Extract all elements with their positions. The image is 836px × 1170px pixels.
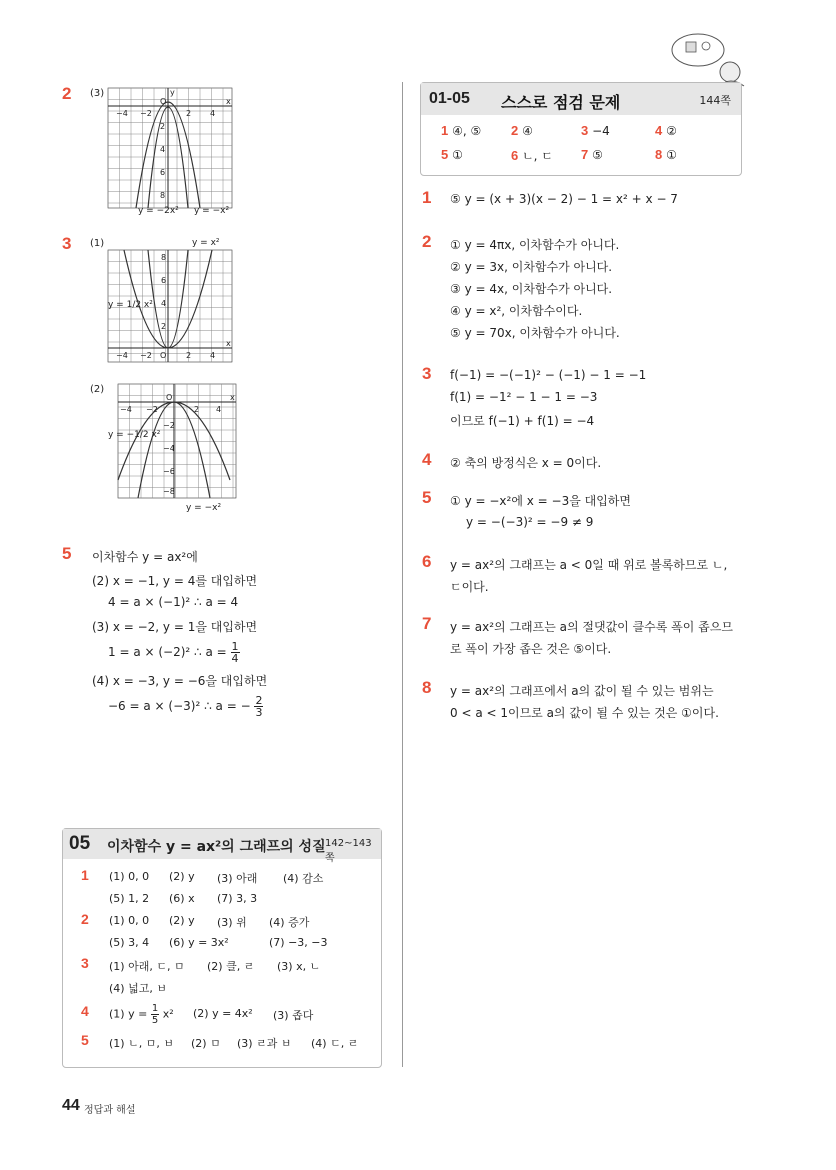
row-number: 1	[81, 867, 89, 883]
tick-label: −4	[163, 444, 175, 453]
answer-item	[441, 147, 463, 162]
graph-label: y = x²	[192, 238, 220, 248]
tick-label: −2	[140, 109, 152, 118]
question-2-number: 2	[422, 232, 432, 251]
answer-number: 6	[511, 148, 519, 163]
fraction	[254, 695, 263, 718]
answer-item	[655, 147, 677, 162]
answer-item: (4) 증가	[269, 916, 310, 929]
text-line: ① y = −x²에 x = −3을 대입하면	[450, 494, 631, 508]
graph-label: y = −2x²	[138, 206, 179, 216]
row-number: 2	[81, 911, 89, 927]
answer-value: ⑤	[592, 148, 603, 162]
tick-label: −6	[163, 467, 175, 476]
tick-label: 2	[186, 109, 192, 118]
question-3-number: 3	[422, 364, 432, 383]
text-line: 이므로 f(−1) + f(1) = −4	[450, 414, 595, 428]
text-line: ⑤ y = (x + 3)(x − 2) − 1 = x² + x − 7	[450, 192, 678, 206]
graph-3-2	[116, 382, 238, 502]
tick-label: −2	[146, 405, 158, 414]
question-4-number: 4	[422, 450, 432, 469]
text-line: ④ y = x², 이차함수이다.	[450, 304, 583, 318]
answer-value: ①	[452, 148, 463, 162]
tick-label: 2	[186, 351, 192, 360]
answer-item: (4) 넓고, ㅂ	[109, 982, 167, 995]
summary-code: 01-05	[429, 90, 470, 107]
answer-item	[511, 147, 553, 164]
fraction-denominator: 5	[151, 1015, 159, 1026]
answer-item: (3) 좁다	[273, 1009, 314, 1022]
answer-value: ④	[522, 124, 533, 138]
text-line: f(1) = −1² − 1 − 1 = −3	[450, 390, 598, 404]
question-8-number: 8	[422, 678, 432, 697]
equation-text: −6 = a × (−3)² ∴ a = −	[108, 699, 251, 713]
text-line: y = ax²의 그래프는 a < 0일 때 위로 볼록하므로 ㄴ,	[450, 558, 728, 572]
tick-label: 8	[161, 253, 167, 262]
fraction	[151, 1003, 159, 1026]
answer-item: (1) 아래, ㄷ, ㅁ	[109, 960, 185, 973]
text-line: (3) x = −2, y = 1을 대입하면	[92, 620, 258, 634]
fraction	[231, 641, 240, 664]
answer-item: (2) y	[169, 870, 195, 883]
answer-item	[581, 147, 603, 162]
problem-3-part1: (1)	[90, 238, 105, 249]
tick-label: 8	[160, 191, 166, 200]
tick-label: 6	[160, 168, 166, 177]
row-number: 5	[81, 1032, 89, 1048]
question-6-number: 6	[422, 552, 432, 571]
section-code: 05	[69, 833, 91, 854]
answer-number: 1	[441, 123, 449, 138]
text-line: ㄷ이다.	[450, 580, 489, 594]
answer-item: (2) ㅁ	[191, 1037, 221, 1050]
tick-label: 4	[161, 299, 167, 308]
answer-item	[511, 123, 533, 138]
problem-5-number: 5	[62, 544, 72, 563]
text-line: ⑤ y = 70x, 이차함수가 아니다.	[450, 326, 620, 340]
answer-item: (3) 아래	[217, 872, 258, 885]
tick-label: 4	[210, 351, 216, 360]
text-line: y = ax²의 그래프에서 a의 값이 될 수 있는 범위는	[450, 684, 714, 698]
tick-label: −4	[116, 109, 128, 118]
answer-item: (2) 클, ㄹ	[207, 960, 255, 973]
tick-label: O	[160, 351, 167, 360]
fraction-numerator: 1	[231, 640, 239, 653]
text-line: (4) x = −3, y = −6을 대입하면	[92, 674, 268, 688]
answer-item: (3) 위	[217, 916, 247, 929]
tick-label: 6	[161, 276, 167, 285]
tick-label: x	[226, 97, 231, 106]
graph-label: y = 1/2 x²	[108, 300, 153, 310]
question-1-number: 1	[422, 188, 432, 207]
answer-item	[581, 123, 610, 138]
text-line: 로 폭이 가장 좁은 것은 ⑤이다.	[450, 642, 612, 656]
problem-2-number: 2	[62, 84, 72, 103]
answer-value: −4	[592, 124, 610, 138]
tick-label: O	[160, 97, 167, 106]
answer-item: (7) 3, 3	[217, 892, 258, 905]
answer-item	[109, 1003, 174, 1026]
section-title: 이차함수 y = ax²의 그래프의 성질	[107, 839, 326, 855]
section-pages: 142~143쪽	[325, 838, 372, 864]
summary-header	[421, 83, 741, 115]
graph-label: y = −1/2 x²	[108, 430, 161, 440]
tick-label: −4	[116, 351, 128, 360]
row-number: 3	[81, 955, 89, 971]
answer-item: (1) 0, 0	[109, 914, 150, 927]
tick-label: 4	[210, 109, 216, 118]
tick-label: 2	[161, 322, 167, 331]
self-check-summary-box	[420, 82, 742, 176]
answer-item: (6) x	[169, 892, 195, 905]
answer-number: 2	[511, 123, 519, 138]
fraction-numerator: 1	[151, 1003, 159, 1014]
fraction-denominator: 4	[231, 652, 239, 665]
answer-value: ㄴ, ㄷ	[522, 149, 553, 163]
answer-item	[441, 123, 481, 138]
answer-item	[655, 123, 677, 138]
answer-value: ②	[666, 124, 677, 138]
answer-item: (4) ㄷ, ㄹ	[311, 1037, 359, 1050]
text-line: y = −(−3)² = −9 ≠ 9	[466, 515, 594, 529]
answer-item: (3) ㄹ과 ㅂ	[237, 1037, 292, 1050]
answer-item: (7) −3, −3	[269, 936, 328, 949]
answer-item: (5) 1, 2	[109, 892, 150, 905]
text-line: ② y = 3x, 이차함수가 아니다.	[450, 260, 613, 274]
text-line: ③ y = 4x, 이차함수가 아니다.	[450, 282, 613, 296]
text-line: ① y = 4πx, 이차함수가 아니다.	[450, 238, 620, 252]
graph-label: y = −x²	[194, 206, 230, 216]
text-line: y = ax²의 그래프는 a의 절댓값이 클수록 폭이 좁으므	[450, 620, 733, 634]
answer-item: (2) y	[169, 914, 195, 927]
text-line: 0 < a < 1이므로 a의 값이 될 수 있는 것은 ①이다.	[450, 706, 719, 720]
mascot-illustration	[660, 28, 750, 88]
question-5-number: 5	[422, 488, 432, 507]
text-line	[108, 641, 240, 664]
tick-label: O	[166, 393, 173, 402]
answer-value: ①	[666, 148, 677, 162]
tick-label: −2	[140, 351, 152, 360]
tick-label: y	[170, 88, 175, 97]
text-line: (2) x = −1, y = 4를 대입하면	[92, 574, 258, 588]
tick-label: −2	[163, 421, 175, 430]
section-05-header	[63, 829, 381, 864]
problem-2-part: (3)	[90, 88, 105, 99]
text-line: ② 축의 방정식은 x = 0이다.	[450, 456, 602, 470]
text-line: f(−1) = −(−1)² − (−1) − 1 = −1	[450, 368, 647, 382]
tick-label: x	[230, 393, 235, 402]
tick-label: 2	[160, 122, 166, 131]
page-number: 44	[62, 1097, 80, 1114]
answer-number: 4	[655, 123, 663, 138]
row-number: 4	[81, 1003, 89, 1019]
tick-label: x	[226, 339, 231, 348]
tick-label: −8	[163, 487, 175, 496]
column-divider	[402, 82, 403, 1067]
problem-3-part2: (2)	[90, 384, 105, 395]
text-line	[108, 695, 263, 718]
answer-value: ④, ⑤	[452, 124, 482, 138]
tick-label: 4	[160, 145, 166, 154]
equation-text: x²	[162, 1007, 174, 1021]
footer-label: 정답과 해설	[84, 1105, 136, 1116]
tick-label: 4	[216, 405, 222, 414]
text-line: 4 = a × (−1)² ∴ a = 4	[108, 595, 239, 609]
answer-item: (1) ㄴ, ㅁ, ㅂ	[109, 1037, 174, 1050]
answer-item: (4) 감소	[283, 872, 324, 885]
question-7-number: 7	[422, 614, 432, 633]
answer-item: (3) x, ㄴ	[277, 960, 321, 973]
answer-item: (1) 0, 0	[109, 870, 150, 883]
text-line: 이차함수 y = ax²에	[92, 550, 198, 564]
answer-item: (5) 3, 4	[109, 936, 150, 949]
answer-number: 5	[441, 147, 449, 162]
problem-3-number: 3	[62, 234, 72, 253]
graph-label: y = −x²	[186, 503, 222, 513]
answer-item: (6) y = 3x²	[169, 936, 229, 949]
graph-2-3	[106, 86, 236, 216]
summary-title: 스스로 점검 문제	[501, 93, 621, 112]
summary-page: 144쪽	[699, 94, 731, 107]
fraction-numerator: 2	[255, 694, 263, 707]
answer-item: (2) y = 4x²	[193, 1007, 253, 1020]
equation-text: (1) y =	[109, 1007, 148, 1021]
answer-number: 7	[581, 147, 589, 162]
answer-number: 8	[655, 147, 663, 162]
section-05-box	[62, 828, 382, 1068]
fraction-denominator: 3	[255, 706, 263, 719]
tick-label: −4	[120, 405, 132, 414]
tick-label: 2	[194, 405, 200, 414]
answer-number: 3	[581, 123, 589, 138]
equation-text: 1 = a × (−2)² ∴ a =	[108, 645, 227, 659]
